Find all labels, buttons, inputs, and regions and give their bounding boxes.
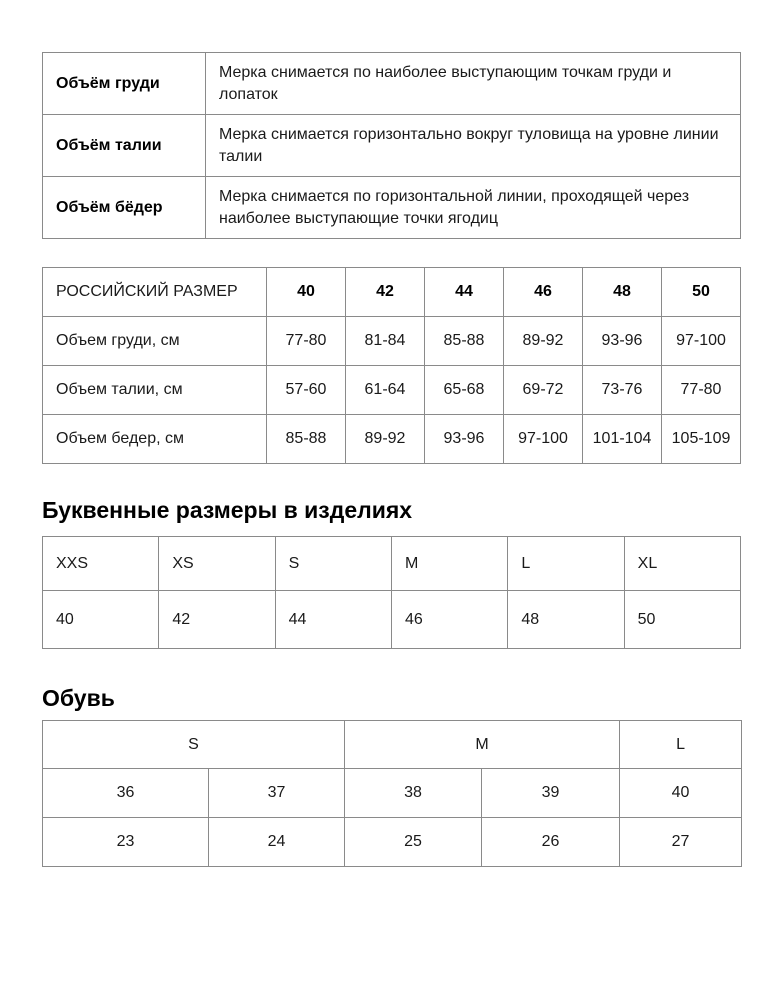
hips-value: 101-104 bbox=[583, 415, 662, 464]
measure-name-hips: Объём бёдер bbox=[43, 177, 206, 239]
measure-description-waist: Мерка снимается горизонтально вокруг туловища на уровне линии талии bbox=[206, 115, 741, 177]
table-header-row bbox=[43, 268, 741, 317]
hips-value: 105-109 bbox=[662, 415, 741, 464]
numeric-size: 42 bbox=[159, 591, 275, 649]
shoe-cm-size: 24 bbox=[209, 818, 345, 867]
measure-description-hips: Мерка снимается по горизонтальной линии, проходящей через наиболее выступающие точки ягодиц bbox=[206, 177, 741, 239]
hips-value: 97-100 bbox=[504, 415, 583, 464]
table-header-row bbox=[43, 537, 741, 591]
table-row bbox=[43, 177, 741, 239]
waist-value: 65-68 bbox=[425, 366, 504, 415]
numeric-size: 40 bbox=[43, 591, 159, 649]
size-header-42: 42 bbox=[346, 268, 425, 317]
shoe-cm-size: 27 bbox=[620, 818, 742, 867]
waist-value: 57-60 bbox=[267, 366, 346, 415]
row-label-chest: Объем груди, см bbox=[43, 317, 267, 366]
russian-size-header-cell: РОССИЙСКИЙ РАЗМЕР bbox=[43, 268, 267, 317]
row-label-hips: Объем бедер, см bbox=[43, 415, 267, 464]
shoe-eu-size: 37 bbox=[209, 769, 345, 818]
table-row bbox=[43, 769, 742, 818]
waist-value: 61-64 bbox=[346, 366, 425, 415]
size-chart-page bbox=[42, 52, 741, 867]
letter-size-s: S bbox=[275, 537, 391, 591]
table-row bbox=[43, 53, 741, 115]
chest-value: 93-96 bbox=[583, 317, 662, 366]
table-row bbox=[43, 115, 741, 177]
numeric-size: 48 bbox=[508, 591, 624, 649]
letter-size-xl: XL bbox=[624, 537, 740, 591]
size-header-48: 48 bbox=[583, 268, 662, 317]
waist-value: 69-72 bbox=[504, 366, 583, 415]
waist-value: 77-80 bbox=[662, 366, 741, 415]
size-header-50: 50 bbox=[662, 268, 741, 317]
row-label-waist: Объем талии, см bbox=[43, 366, 267, 415]
letter-sizes-heading: Буквенные размеры в изделиях bbox=[42, 497, 413, 523]
letter-size-xs: XS bbox=[159, 537, 275, 591]
letter-size-m: M bbox=[391, 537, 507, 591]
measurement-definitions-table bbox=[42, 52, 741, 239]
letter-sizes-table bbox=[42, 536, 741, 649]
hips-value: 85-88 bbox=[267, 415, 346, 464]
shoe-group-m: M bbox=[345, 721, 620, 769]
shoe-cm-size: 23 bbox=[43, 818, 209, 867]
shoe-eu-size: 38 bbox=[345, 769, 482, 818]
size-header-40: 40 bbox=[267, 268, 346, 317]
shoe-eu-size: 40 bbox=[620, 769, 742, 818]
waist-value: 73-76 bbox=[583, 366, 662, 415]
shoe-group-l: L bbox=[620, 721, 742, 769]
shoe-eu-size: 36 bbox=[43, 769, 209, 818]
measure-name-waist: Объём талии bbox=[43, 115, 206, 177]
size-header-46: 46 bbox=[504, 268, 583, 317]
table-header-row bbox=[43, 721, 742, 769]
russian-size-table bbox=[42, 267, 741, 464]
shoe-cm-size: 25 bbox=[345, 818, 482, 867]
chest-value: 89-92 bbox=[504, 317, 583, 366]
table-row bbox=[43, 317, 741, 366]
shoes-table bbox=[42, 720, 742, 867]
hips-value: 89-92 bbox=[346, 415, 425, 464]
table-row bbox=[43, 415, 741, 464]
table-row bbox=[43, 366, 741, 415]
shoe-cm-size: 26 bbox=[482, 818, 620, 867]
chest-value: 97-100 bbox=[662, 317, 741, 366]
chest-value: 77-80 bbox=[267, 317, 346, 366]
measure-name-chest: Объём груди bbox=[43, 53, 206, 115]
shoe-group-s: S bbox=[43, 721, 345, 769]
table-row bbox=[43, 591, 741, 649]
shoe-eu-size: 39 bbox=[482, 769, 620, 818]
numeric-size: 50 bbox=[624, 591, 740, 649]
letter-size-xxs: XXS bbox=[43, 537, 159, 591]
measure-description-chest: Мерка снимается по наиболее выступающим точкам груди и лопаток bbox=[206, 53, 741, 115]
numeric-size: 44 bbox=[275, 591, 391, 649]
size-header-44: 44 bbox=[425, 268, 504, 317]
letter-size-l: L bbox=[508, 537, 624, 591]
table-row bbox=[43, 818, 742, 867]
chest-value: 85-88 bbox=[425, 317, 504, 366]
hips-value: 93-96 bbox=[425, 415, 504, 464]
shoes-heading: Обувь bbox=[42, 685, 115, 711]
chest-value: 81-84 bbox=[346, 317, 425, 366]
numeric-size: 46 bbox=[391, 591, 507, 649]
